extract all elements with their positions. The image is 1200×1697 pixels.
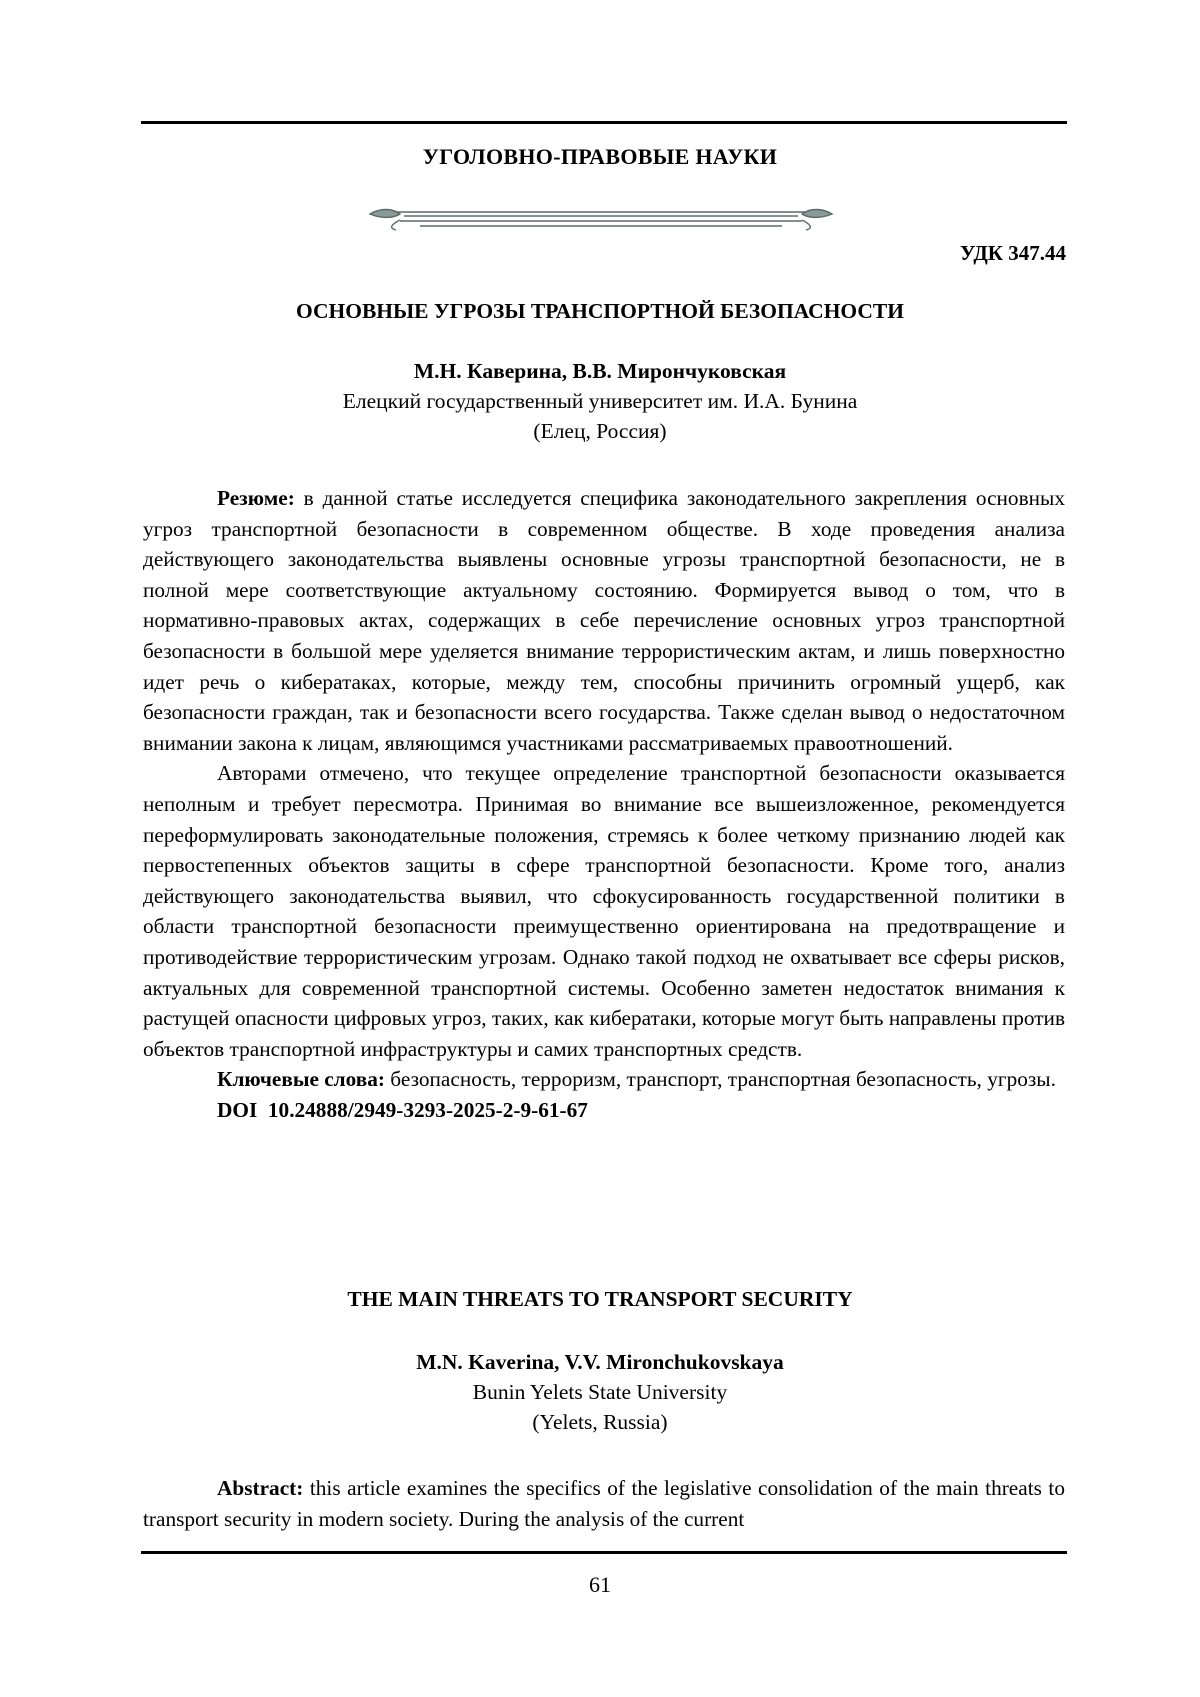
abstract-en (143, 1473, 1065, 1534)
authors-ru: М.Н. Каверина, В.В. Мирончуковская (0, 356, 1200, 386)
article-title-ru: ОСНОВНЫЕ УГРОЗЫ ТРАНСПОРТНОЙ БЕЗОПАСНОСТИ (0, 296, 1200, 326)
bottom-rule (141, 1551, 1067, 1554)
abstract-text-ru: в данной статье исследуется специфика законодательного закрепления основных угроз транспортной безопасности в современном обществе. В ходе проведения анализа действующего законодательства выявлены основные угрозы транспортной безопасности, не в полной мере соответствующие актуальному состоянию. Формируется вывод о том, что в нормативно-правовых актах, содержащих в себе перечисление основных угроз транспортной безопасности в большой мере уделяется внимание террористическим актам, и лишь поверхностно идет речь о кибератаках, которые, между тем, способны причинить огромный ущерб, как безопасности граждан, так и безопасности всего государства. Также сделан вывод о недостаточном внимании закона к лицам, являющимся участниками рассматриваемых правоотношений. (143, 486, 1065, 755)
ornament-divider (360, 200, 842, 236)
udk-code: УДК 347.44 (960, 241, 1066, 266)
doi-line (143, 1095, 1065, 1126)
abstract-ru-p1 (143, 483, 1065, 758)
abstract-ru-p2: Авторами отмечено, что текущее определение транспортной безопасности оказывается неполным и требует пересмотра. Принимая во внимание все вышеизложенное, рекомендуется переформулировать законодательные положения, стремясь к более четкому признанию людей как первостепенных объектов защиты в сфере транспортной безопасности. Кроме того, анализ действующего законодательства выявил, что сфокусированность государственной политики в области транспортной безопасности преимущественно ориентирована на предотвращение и противодействие террористическим угрозам. Однако такой подход не охватывает все сферы рисков, актуальных для современной транспортной системы. Особенно заметен недостаток внимания к растущей опасности цифровых угроз, таких, как кибератаки, которые могут быть направлены против объектов транспортной инфраструктуры и самих транспортных средств. (143, 758, 1065, 1064)
doi-label: DOI (217, 1098, 257, 1122)
abstract-label-ru: Резюме: (217, 486, 295, 510)
keywords-label-ru: Ключевые слова: (217, 1067, 385, 1091)
article-title-en: THE MAIN THREATS TO TRANSPORT SECURITY (0, 1284, 1200, 1314)
location-ru: (Елец, Россия) (0, 416, 1200, 446)
location-en: (Yelets, Russia) (0, 1407, 1200, 1437)
authors-en: M.N. Kaverina, V.V. Mironchukovskaya (0, 1347, 1200, 1377)
affiliation-ru: Елецкий государственный университет им. И.А. Бунина (0, 386, 1200, 416)
section-heading: УГОЛОВНО-ПРАВОВЫЕ НАУКИ (0, 144, 1200, 170)
keywords-text-ru: безопасность, терроризм, транспорт, транспортная безопасность, угрозы. (385, 1067, 1056, 1091)
affiliation-en: Bunin Yelets State University (0, 1377, 1200, 1407)
abstract-text-en: this article examines the specifics of the legislative consolidation of the main threats to transport security in modern society. During the analysis of the current (143, 1476, 1065, 1531)
abstract-en-p1 (143, 1473, 1065, 1534)
top-rule (141, 121, 1067, 124)
abstract-ru (143, 483, 1065, 1125)
abstract-label-en: Abstract: (217, 1476, 303, 1500)
page-number: 61 (0, 1572, 1200, 1598)
keywords-ru (143, 1064, 1065, 1095)
doi-value: 10.24888/2949-3293-2025-2-9-61-67 (268, 1098, 588, 1122)
